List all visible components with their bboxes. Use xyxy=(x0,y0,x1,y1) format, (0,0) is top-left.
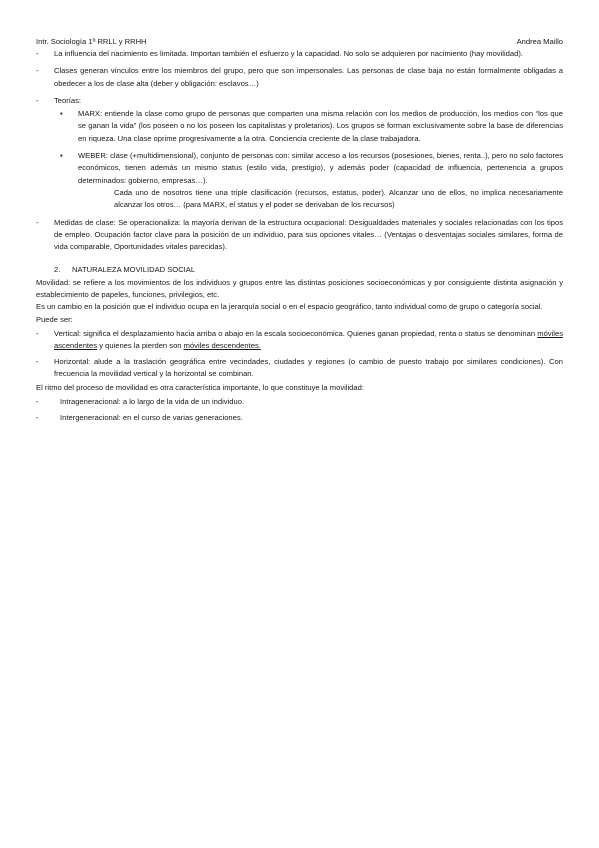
theory-text: WEBER: clase (+multidimensional), conjunto de personas con: similar acceso a los recursos (posesiones, bienes, renta..), pero no solo factores económicos, tienen además un mismo status (estilo vida, prestigio), y además poder (capacidad de influencia, pertenencia a grupos determinados: gobierno, empresas…). xyxy=(78,151,563,185)
paragraph-ritmo: El ritmo del proceso de movilidad es otra característica importante, lo que constituye la movilidad: xyxy=(36,383,364,393)
theory-marx xyxy=(36,108,563,145)
section-title: NATURALEZA MOVILIDAD SOCIAL xyxy=(72,265,196,275)
list-item xyxy=(36,217,563,254)
header-author: Andrea Maillo xyxy=(516,37,563,46)
list-item-text: La influencia del nacimiento es limitada. Importan también el esfuerzo y la capacidad. No solo se adquieren por nacimiento (hay movilidad). xyxy=(54,49,523,58)
theory-text: MARX: entiende la clase como grupo de personas que comparten una misma relación con los medios de producción, los medios con “los que se ganan la vida” (los poseen o no los poseen los capitalistas y proletarios). Los grupos se forman exclusivamente sobre la base de diferencias en riqueza. Una clase oprime progresivamente a la otra. Conciencia creciente de la clase trabajadora. xyxy=(78,109,563,143)
dash-marker: - xyxy=(36,328,39,338)
underlined-term: móviles ascendentes xyxy=(54,328,563,351)
dash-marker: - xyxy=(36,66,39,76)
list-item-text: Medidas de clase: Se operacionaliza: la mayoría derivan de la estructura ocupacional: Desigualdades materiales y sociales relacionadas con los tipos de empleo. Ocupación factor clave para la posición de un individuo, para sus opciones vitales… (Ventajas o desventajas sociales similares, forma de vida comparable, Oportunidades vitales parecidas). xyxy=(54,217,563,252)
list-item xyxy=(36,412,563,424)
page-header xyxy=(36,36,563,48)
header-course: Intr. Sociología 1º RRLL y RRHH xyxy=(36,37,147,46)
list-item-text: Intergeneracional: en el curso de varias generaciones. xyxy=(60,412,243,422)
section-heading xyxy=(36,264,563,276)
list-item-text: Clases generan vínculos entre los miembros del grupo, pero que son impersonales. Las personas de clase baja no están formalmente obligadas a obedecer a los de clase alta (deber y obligación: esclavos…) xyxy=(54,66,563,88)
square-bullet-icon: ▪ xyxy=(60,151,63,161)
dash-marker: - xyxy=(36,412,39,422)
underlined-term: móviles descendentes. xyxy=(183,341,261,351)
list-item-text: Intrageneracional: a lo largo de la vida de un individuo. xyxy=(60,397,245,407)
theory-weber xyxy=(36,150,563,187)
list-item-vertical xyxy=(36,328,563,353)
dash-marker: - xyxy=(36,397,39,407)
list-item xyxy=(36,65,563,90)
section-number: 2. xyxy=(54,265,61,275)
list-item xyxy=(36,396,563,408)
list-item-text xyxy=(54,328,563,353)
dash-marker: - xyxy=(36,217,39,227)
list-item xyxy=(36,48,563,60)
paragraph-cambio: Es un cambio en la posición que el individuo ocupa en la jerarquía social o en el espacio geográfico, tanto individual como de grupo o categoría social. xyxy=(36,302,543,312)
square-bullet-icon: ▪ xyxy=(60,109,63,119)
list-item-text: Horizontal: alude a la traslación geográfica entre vecindades, ciudades y regiones (o cambio de puesto trabajo por similares condiciones). Con frecuencia la movilidad vertical y la horizontal se combinan. xyxy=(54,356,563,378)
dash-marker: - xyxy=(36,49,39,58)
list-item-text: Teorías: xyxy=(54,95,82,105)
list-item-horizontal xyxy=(36,356,563,381)
vertical-text-mid: y quienes la pierden son xyxy=(97,341,184,351)
paragraph-movilidad: Movilidad: se refiere a los movimientos de los individuos y grupos entre las distintas posiciones socioeconómicas y por consiguiente distinta asignación y establecimiento de papeles, funciones, privilegios, etc. xyxy=(36,277,563,300)
paragraph-puede-ser: Puede ser: xyxy=(36,314,73,324)
list-item xyxy=(36,95,563,107)
dash-marker: - xyxy=(36,356,39,366)
theory-weber-continuation: Cada uno de nosotros tiene una triple clasificación (recursos, estatus, poder). Alcanzar uno de ellos, no implica necesariamente alcanzar los otros… (para MARX, el status y el poder se derivaban de los recursos) xyxy=(114,187,563,210)
dash-marker: - xyxy=(36,95,39,105)
vertical-text: Vertical: significa el desplazamiento hacia arriba o abajo en la escala socioeconómica. Quienes ganan propiedad, renta o status se denominan xyxy=(54,328,538,338)
